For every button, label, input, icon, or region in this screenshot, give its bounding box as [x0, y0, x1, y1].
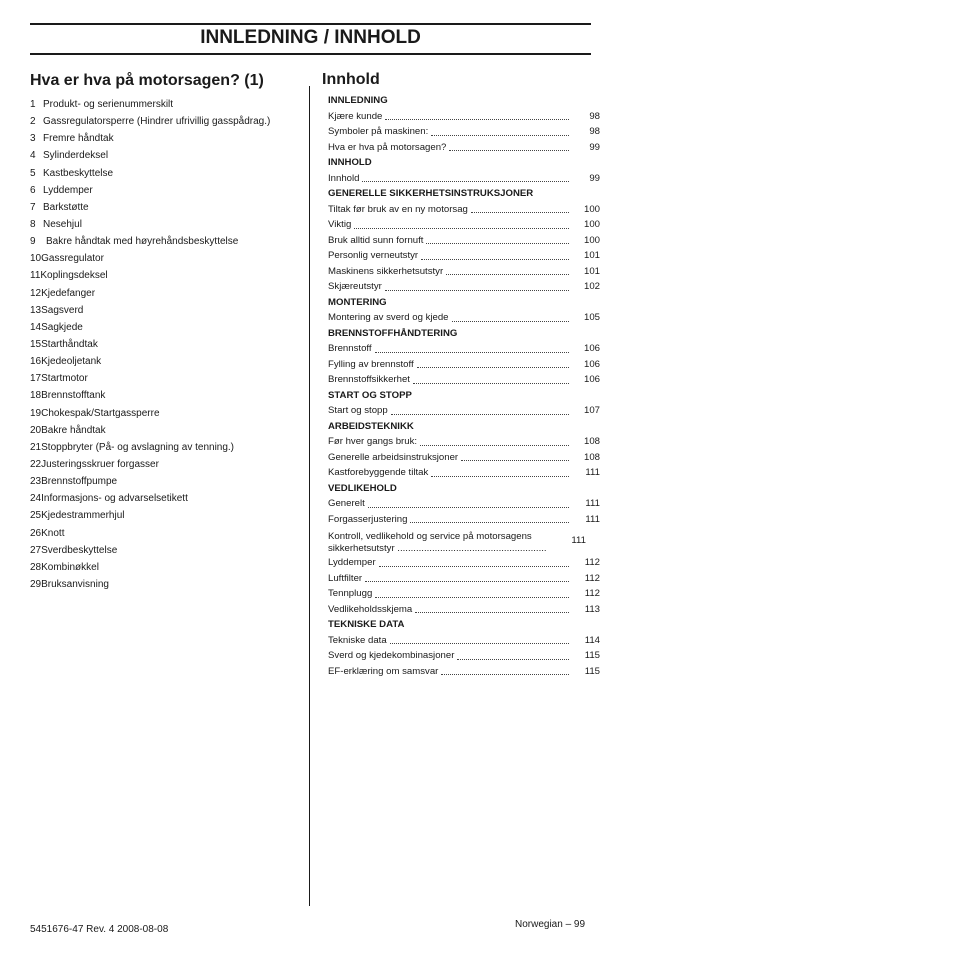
toc-section-title: VEDLIKEHOLD — [328, 482, 397, 494]
toc-entry[interactable] — [328, 512, 600, 528]
part-item — [30, 267, 300, 284]
toc-entry[interactable] — [328, 586, 600, 602]
part-label: Brennstoffpumpe — [41, 476, 118, 488]
toc-dot-leader — [365, 581, 569, 582]
parts-heading: Hva er hva på motorsagen? (1) — [30, 72, 264, 89]
toc-entry-label: Før hver gangs bruk: — [328, 436, 418, 447]
part-item — [30, 319, 300, 336]
toc-page-number: 114 — [584, 634, 600, 646]
part-item — [30, 336, 300, 353]
toc-page-number: 101 — [583, 250, 600, 261]
part-label: Gassregulator — [41, 253, 104, 265]
toc-dot-leader — [413, 383, 569, 384]
part-item — [30, 165, 300, 182]
toc-dot-leader — [431, 476, 569, 477]
part-item — [30, 439, 300, 456]
toc-dot-leader — [415, 612, 569, 613]
document-id: 5451676-47 Rev. 4 2008-08-08 — [30, 924, 169, 935]
toc-entry[interactable] — [328, 264, 600, 280]
toc-page-number: 108 — [583, 436, 600, 447]
part-item — [30, 473, 300, 490]
toc-section-title: INNLEDNING — [328, 95, 388, 106]
toc-entry[interactable] — [328, 602, 600, 618]
toc-dot-leader — [390, 643, 569, 644]
toc-entry[interactable] — [328, 279, 600, 295]
toc-entry-label: Sverd og kjedekombinasjoner — [328, 650, 455, 661]
parts-list — [30, 96, 300, 593]
toc-dot-leader — [426, 243, 569, 244]
part-item — [30, 576, 300, 593]
part-item — [30, 559, 300, 576]
toc-dot-leader — [410, 522, 569, 523]
toc-page-number: 111 — [585, 467, 600, 478]
contents-heading: Innhold — [322, 71, 380, 88]
header-bottom-rule — [30, 53, 591, 55]
part-item — [30, 233, 300, 250]
part-label: Chokespak/Startgassperre — [41, 407, 160, 419]
toc-entry[interactable] — [328, 341, 600, 357]
part-label: Kastbeskyttelse — [43, 167, 114, 179]
part-label: Kjedestrammerhjul — [41, 510, 125, 522]
part-number: 25 — [30, 510, 42, 522]
page-number: Norwegian – 99 — [515, 919, 586, 930]
part-label: Knott — [41, 527, 65, 539]
toc-entry[interactable] — [328, 248, 600, 264]
toc-dot-leader — [446, 274, 569, 275]
part-label: Kjedeoljetank — [41, 356, 102, 368]
part-number: 18 — [30, 390, 42, 402]
toc-page-number: 115 — [584, 650, 600, 661]
toc-dot-leader — [379, 566, 569, 567]
toc-page-number: 111 — [571, 535, 586, 547]
part-number: 21 — [30, 441, 42, 453]
part-label: Brennstofftank — [41, 390, 106, 402]
part-label: Starthåndtak — [41, 338, 98, 350]
toc-entry[interactable] — [328, 465, 600, 481]
toc-page-number: 112 — [584, 557, 600, 568]
part-item — [30, 113, 300, 130]
part-item — [30, 130, 300, 147]
toc-entry[interactable] — [328, 357, 600, 373]
toc-entry-label: Brennstoff — [328, 343, 372, 354]
part-label: Startmotor — [41, 373, 88, 385]
part-label: Lyddemper — [43, 184, 93, 196]
part-number: 12 — [30, 287, 42, 299]
part-number: 2 — [30, 116, 36, 128]
part-label: Informasjons- og advarselsetikett — [41, 493, 188, 505]
part-label: Bakre håndtak med høyrehåndsbeskyttelse — [46, 236, 239, 248]
part-number: 17 — [30, 373, 42, 385]
toc-entry-label: Lyddemper — [328, 557, 376, 568]
part-number: 1 — [30, 99, 36, 110]
toc-entry-label: Kastforebyggende tiltak — [328, 467, 429, 478]
toc-entry-label: Maskinens sikkerhetsutstyr — [328, 265, 444, 277]
toc-dot-leader — [375, 597, 569, 598]
toc-entry-label: Brennstoffsikkerhet — [328, 374, 410, 385]
toc-page-number: 112 — [584, 572, 600, 584]
toc-page-number: 98 — [589, 110, 600, 122]
toc-entry[interactable] — [328, 633, 600, 649]
part-label: Sverdbeskyttelse — [41, 544, 118, 556]
part-item — [30, 525, 300, 542]
table-of-contents — [328, 93, 600, 679]
toc-entry-label: Viktig — [328, 219, 352, 230]
toc-entry-label: Tekniske data — [328, 634, 387, 646]
toc-entry-label: Hva er hva på motorsagen? — [328, 141, 447, 153]
toc-entry[interactable] — [328, 527, 600, 555]
toc-page-number: 99 — [589, 141, 600, 153]
toc-entry[interactable] — [328, 109, 600, 125]
part-number: 22 — [30, 458, 42, 470]
column-divider — [309, 86, 310, 906]
part-item — [30, 182, 300, 199]
toc-page-number: 113 — [584, 603, 600, 615]
toc-entry[interactable] — [328, 496, 600, 512]
toc-section-title: ARBEIDSTEKNIKK — [328, 420, 414, 432]
toc-entry-label: Forgasserjustering — [328, 513, 408, 525]
toc-entry[interactable] — [328, 555, 600, 571]
part-number: 13 — [30, 304, 42, 316]
toc-entry-label: Skjæreutstyr — [328, 281, 382, 292]
toc-dot-leader — [441, 674, 569, 675]
toc-entry-label: Vedlikeholdsskjema — [328, 603, 413, 615]
toc-dot-leader — [420, 445, 569, 446]
toc-page-number: 111 — [585, 498, 600, 509]
toc-page-number: 100 — [583, 234, 600, 246]
part-label: Kjedefanger — [41, 287, 96, 299]
toc-entry-label-line: Kontroll, vedlikehold og service på motorsagens — [328, 531, 532, 542]
toc-entry-label — [328, 531, 558, 555]
part-label: Fremre håndtak — [43, 133, 114, 145]
toc-entry-label: Personlig verneutstyr — [328, 250, 419, 261]
part-label: Kombinøkkel — [41, 561, 99, 573]
toc-entry-label: Kjære kunde — [328, 110, 383, 122]
part-number: 24 — [30, 493, 42, 505]
part-number: 28 — [30, 561, 42, 573]
toc-section-title: TEKNISKE DATA — [328, 619, 405, 630]
toc-dot-leader — [391, 414, 569, 415]
toc-page-number: 115 — [584, 665, 600, 677]
toc-page-number: 106 — [583, 358, 600, 370]
toc-entry[interactable] — [328, 310, 600, 326]
toc-entry[interactable] — [328, 664, 600, 680]
toc-dot-leader — [417, 367, 569, 368]
part-label: Justeringsskruer forgasser — [41, 458, 159, 470]
part-number: 23 — [30, 476, 42, 488]
toc-entry-label: Generelle arbeidsinstruksjoner — [328, 451, 459, 463]
toc-dot-leader — [431, 135, 569, 136]
part-number: 6 — [30, 184, 36, 196]
toc-page-number: 100 — [583, 203, 600, 215]
part-item — [30, 405, 300, 422]
toc-page-number: 106 — [583, 343, 600, 354]
contents-section — [322, 68, 602, 679]
part-number: 15 — [30, 338, 42, 350]
toc-entry[interactable] — [328, 450, 600, 466]
toc-entry-label: EF-erklæring om samsvar — [328, 665, 439, 677]
part-item — [30, 422, 300, 439]
toc-page-number: 101 — [583, 265, 600, 277]
toc-dot-leader — [362, 181, 569, 182]
part-number: 3 — [30, 133, 36, 145]
parts-section — [30, 68, 300, 593]
page-title: INNLEDNING / INNHOLD — [200, 27, 421, 48]
toc-entry[interactable] — [328, 372, 600, 388]
toc-section-title: START OG STOPP — [328, 389, 412, 401]
part-item — [30, 302, 300, 319]
part-number: 4 — [30, 150, 36, 162]
toc-page-number: 111 — [585, 513, 600, 525]
toc-dot-leader — [421, 259, 569, 260]
toc-entry-label: Start og stopp — [328, 405, 388, 416]
toc-dot-leader — [385, 119, 569, 120]
toc-entry[interactable] — [328, 403, 600, 419]
part-item — [30, 216, 300, 233]
part-label: Sagsverd — [41, 304, 84, 316]
part-label: Produkt- og serienummerskilt — [43, 99, 174, 110]
toc-page-number: 106 — [583, 374, 600, 385]
toc-page-number: 98 — [589, 126, 600, 137]
toc-entry[interactable] — [328, 124, 600, 140]
toc-dot-leader — [368, 507, 569, 508]
part-number: 19 — [30, 407, 42, 419]
part-label: Nesehjul — [43, 218, 82, 230]
part-number: 9 — [30, 236, 36, 248]
toc-dot-leader — [471, 212, 569, 213]
part-item — [30, 542, 300, 559]
toc-page-number: 112 — [584, 588, 600, 599]
toc-entry[interactable] — [328, 171, 600, 187]
part-number: 14 — [30, 321, 42, 333]
toc-page-number: 105 — [583, 312, 600, 323]
part-number: 10 — [30, 253, 42, 265]
toc-dot-leader — [452, 321, 569, 322]
part-number: 8 — [30, 218, 36, 230]
part-label: Bruksanvisning — [41, 578, 109, 590]
toc-entry[interactable] — [328, 571, 600, 587]
toc-entry[interactable] — [328, 233, 600, 249]
toc-entry-label: Symboler på maskinen: — [328, 126, 429, 137]
part-item — [30, 456, 300, 473]
part-number: 16 — [30, 356, 42, 368]
part-number: 29 — [30, 578, 42, 590]
part-item — [30, 199, 300, 216]
toc-dot-leader — [457, 659, 569, 660]
toc-dot-leader — [449, 150, 569, 151]
toc-entry[interactable] — [328, 434, 600, 450]
toc-section-title: BRENNSTOFFHÅNDTERING — [328, 327, 458, 339]
part-item — [30, 285, 300, 302]
part-item — [30, 250, 300, 267]
toc-entry-label: Generelt — [328, 498, 365, 509]
toc-entry-label: Tennplugg — [328, 588, 373, 599]
part-label: Koplingsdeksel — [40, 270, 108, 282]
toc-dot-leader — [375, 352, 569, 353]
part-label: Bakre håndtak — [41, 424, 106, 436]
part-number: 7 — [30, 201, 36, 213]
part-number: 5 — [30, 167, 36, 179]
toc-entry-label: Bruk alltid sunn fornuft — [328, 234, 424, 246]
toc-dot-leader — [385, 290, 569, 291]
toc-section-title: MONTERING — [328, 296, 387, 308]
toc-entry-label-line: sikkerhetsutstyr ........................................................ — [328, 543, 547, 554]
part-label: Sagkjede — [41, 321, 83, 333]
part-number: 27 — [30, 544, 42, 556]
toc-section-title: GENERELLE SIKKERHETSINSTRUKSJONER — [328, 188, 534, 199]
part-item — [30, 507, 300, 524]
toc-page-number: 107 — [583, 405, 600, 416]
part-item — [30, 387, 300, 404]
toc-entry-label: Innhold — [328, 172, 360, 184]
toc-entry-label: Fylling av brennstoff — [328, 358, 414, 370]
part-number: 11 — [30, 270, 41, 282]
toc-page-number: 99 — [589, 172, 600, 184]
toc-entry[interactable] — [328, 217, 600, 233]
part-item — [30, 353, 300, 370]
part-label: Sylinderdeksel — [43, 150, 109, 162]
toc-page-number: 100 — [583, 219, 600, 230]
toc-entry[interactable] — [328, 140, 600, 156]
toc-entry-label: Tiltak før bruk av en ny motorsag — [328, 203, 468, 215]
part-item — [30, 147, 300, 164]
part-label: Gassregulatorsperre (Hindrer ufrivillig gasspådrag.) — [43, 116, 271, 128]
part-item — [30, 96, 300, 113]
part-number: 26 — [30, 527, 42, 539]
toc-entry[interactable] — [328, 202, 600, 218]
part-item — [30, 490, 300, 507]
toc-entry[interactable] — [328, 648, 600, 664]
part-label: Stoppbryter (På- og avslagning av tenning.) — [41, 441, 235, 453]
toc-dot-leader — [461, 460, 569, 461]
toc-page-number: 108 — [583, 451, 600, 463]
toc-section-title: INNHOLD — [328, 157, 372, 168]
toc-entry-label: Montering av sverd og kjede — [328, 312, 449, 323]
toc-page-number: 102 — [583, 281, 600, 292]
part-label: Barkstøtte — [43, 201, 89, 213]
part-item — [30, 370, 300, 387]
part-number: 20 — [30, 424, 42, 436]
toc-dot-leader — [354, 228, 569, 229]
toc-entry-label: Luftfilter — [328, 572, 363, 584]
